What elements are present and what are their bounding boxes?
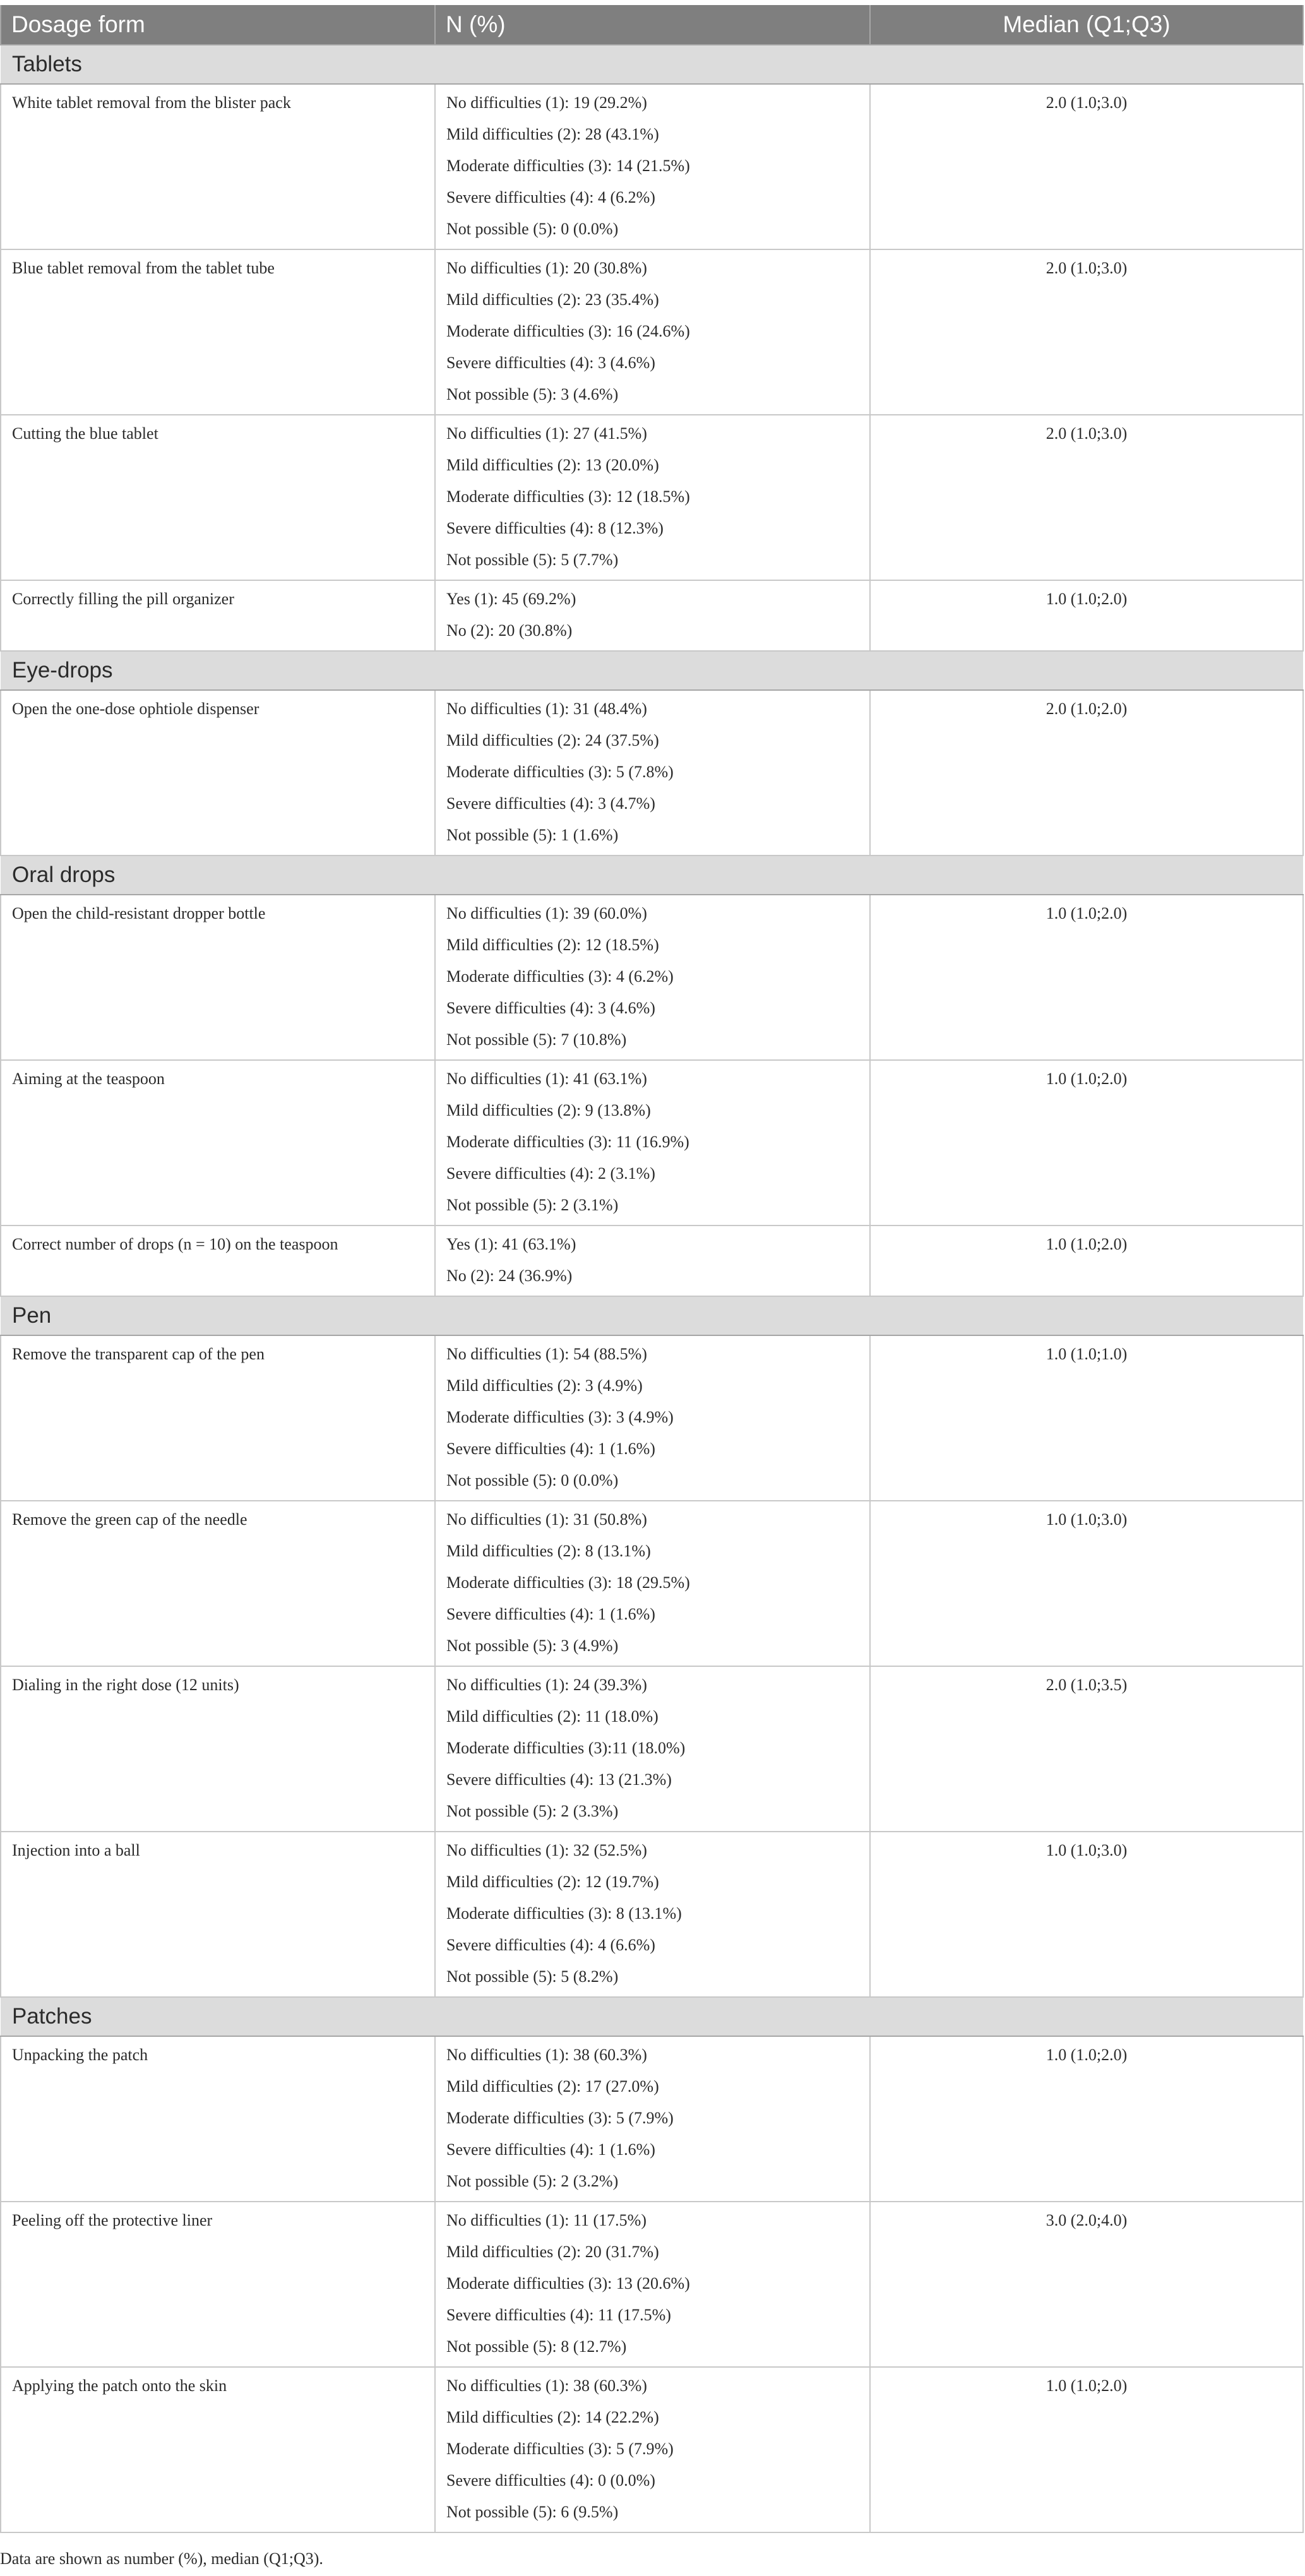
response-line: No difficulties (1): 54 (88.5%)	[446, 1345, 647, 1363]
table-row	[1, 1501, 1303, 1666]
median-cell: 1.0 (1.0;2.0)	[870, 2367, 1303, 2532]
response-line: Moderate difficulties (3): 11 (16.9%)	[446, 1133, 689, 1151]
median-cell: 2.0 (1.0;3.0)	[870, 249, 1303, 415]
median-cell: 2.0 (1.0;3.0)	[870, 84, 1303, 249]
response-line: No difficulties (1): 19 (29.2%)	[446, 93, 647, 112]
response-line: No difficulties (1): 27 (41.5%)	[446, 424, 647, 443]
table-row	[1, 1666, 1303, 1832]
median-cell: 2.0 (1.0;3.5)	[870, 1666, 1303, 1832]
item-cell: Correctly filling the pill organizer	[1, 580, 435, 651]
response-line: Mild difficulties (2): 11 (18.0%)	[446, 1707, 658, 1726]
response-line: Yes (1): 45 (69.2%)	[446, 590, 576, 608]
response-line: Moderate difficulties (3): 12 (18.5%)	[446, 487, 690, 506]
median-cell: 2.0 (1.0;3.0)	[870, 415, 1303, 580]
response-line: Mild difficulties (2): 17 (27.0%)	[446, 2077, 659, 2096]
section-title: Patches	[1, 1997, 1303, 2036]
response-line: No difficulties (1): 38 (60.3%)	[446, 2046, 647, 2064]
section-row	[1, 1997, 1303, 2036]
responses-cell	[435, 1666, 870, 1832]
section-title: Oral drops	[1, 856, 1303, 895]
response-line: Severe difficulties (4): 0 (0.0%)	[446, 2471, 655, 2490]
response-line: Not possible (5): 1 (1.6%)	[446, 826, 619, 844]
table-row	[1, 1335, 1303, 1501]
response-line: Not possible (5): 7 (10.8%)	[446, 1030, 627, 1049]
response-line: No difficulties (1): 39 (60.0%)	[446, 904, 647, 922]
response-line: No difficulties (1): 20 (30.8%)	[446, 259, 647, 277]
response-line: Mild difficulties (2): 23 (35.4%)	[446, 290, 659, 309]
responses-cell	[435, 580, 870, 651]
section-row	[1, 1296, 1303, 1335]
median-cell: 1.0 (1.0;2.0)	[870, 895, 1303, 1060]
response-line: Severe difficulties (4): 13 (21.3%)	[446, 1770, 672, 1789]
response-line: No difficulties (1): 31 (48.4%)	[446, 700, 647, 718]
response-line: Mild difficulties (2): 3 (4.9%)	[446, 1376, 643, 1395]
response-line: Moderate difficulties (3): 5 (7.9%)	[446, 2109, 674, 2127]
response-line: Not possible (5): 5 (8.2%)	[446, 1967, 619, 1986]
header-n-percent: N (%)	[435, 5, 870, 45]
response-line: Not possible (5): 6 (9.5%)	[446, 2503, 619, 2521]
table-header	[1, 5, 1303, 45]
item-cell: Injection into a ball	[1, 1832, 435, 1997]
item-cell: Applying the patch onto the skin	[1, 2367, 435, 2532]
response-line: Severe difficulties (4): 4 (6.2%)	[446, 188, 655, 206]
responses-cell	[435, 249, 870, 415]
response-line: Moderate difficulties (3): 14 (21.5%)	[446, 157, 690, 175]
response-line: Mild difficulties (2): 9 (13.8%)	[446, 1101, 651, 1119]
responses-cell	[435, 1501, 870, 1666]
item-cell: Aiming at the teaspoon	[1, 1060, 435, 1225]
response-line: Mild difficulties (2): 12 (19.7%)	[446, 1873, 659, 1891]
response-line: Severe difficulties (4): 11 (17.5%)	[446, 2306, 671, 2324]
item-cell: Open the one-dose ophtiole dispenser	[1, 690, 435, 856]
item-cell: Open the child-resistant dropper bottle	[1, 895, 435, 1060]
response-line: Severe difficulties (4): 1 (1.6%)	[446, 1605, 655, 1623]
header-dosage-form: Dosage form	[1, 5, 435, 45]
table-row	[1, 580, 1303, 651]
response-line: No (2): 24 (36.9%)	[446, 1267, 573, 1285]
median-cell: 1.0 (1.0;3.0)	[870, 1832, 1303, 1997]
response-line: Severe difficulties (4): 3 (4.6%)	[446, 999, 655, 1017]
table-row	[1, 84, 1303, 249]
response-line: Not possible (5): 2 (3.3%)	[446, 1802, 619, 1820]
response-line: Not possible (5): 2 (3.2%)	[446, 2172, 619, 2190]
responses-cell	[435, 1832, 870, 1997]
responses-cell	[435, 2367, 870, 2532]
item-cell: Unpacking the patch	[1, 2036, 435, 2202]
response-line: Mild difficulties (2): 28 (43.1%)	[446, 125, 659, 143]
response-line: Moderate difficulties (3): 3 (4.9%)	[446, 1408, 674, 1426]
responses-cell	[435, 895, 870, 1060]
table-footnote: Data are shown as number (%), median (Q1;Q3).	[0, 2549, 323, 2568]
response-line: Not possible (5): 3 (4.6%)	[446, 385, 619, 403]
table-row	[1, 895, 1303, 1060]
response-line: Mild difficulties (2): 24 (37.5%)	[446, 731, 659, 749]
response-line: No difficulties (1): 24 (39.3%)	[446, 1676, 647, 1694]
responses-cell	[435, 2202, 870, 2367]
median-cell: 2.0 (1.0;2.0)	[870, 690, 1303, 856]
response-line: Moderate difficulties (3): 4 (6.2%)	[446, 967, 674, 986]
section-title: Tablets	[1, 45, 1303, 84]
response-line: Moderate difficulties (3): 5 (7.8%)	[446, 763, 674, 781]
response-line: Not possible (5): 3 (4.9%)	[446, 1637, 619, 1655]
median-cell: 1.0 (1.0;3.0)	[870, 1501, 1303, 1666]
response-line: No difficulties (1): 38 (60.3%)	[446, 2376, 647, 2395]
response-line: Severe difficulties (4): 2 (3.1%)	[446, 1164, 655, 1183]
item-cell: Remove the transparent cap of the pen	[1, 1335, 435, 1501]
response-line: Not possible (5): 2 (3.1%)	[446, 1196, 619, 1214]
response-line: No difficulties (1): 41 (63.1%)	[446, 1070, 647, 1088]
response-line: Moderate difficulties (3): 13 (20.6%)	[446, 2274, 690, 2293]
response-line: Severe difficulties (4): 3 (4.7%)	[446, 794, 655, 813]
median-cell: 1.0 (1.0;2.0)	[870, 1060, 1303, 1225]
response-line: No difficulties (1): 11 (17.5%)	[446, 2211, 647, 2229]
table-row	[1, 690, 1303, 856]
responses-cell	[435, 1335, 870, 1501]
table-row	[1, 2202, 1303, 2367]
response-line: Moderate difficulties (3): 18 (29.5%)	[446, 1573, 690, 1592]
responses-cell	[435, 415, 870, 580]
table-row	[1, 415, 1303, 580]
median-cell: 1.0 (1.0;2.0)	[870, 580, 1303, 651]
responses-cell	[435, 1060, 870, 1225]
response-line: Moderate difficulties (3): 5 (7.9%)	[446, 2440, 674, 2458]
response-line: Mild difficulties (2): 20 (31.7%)	[446, 2243, 659, 2261]
section-row	[1, 651, 1303, 690]
table-body	[1, 45, 1303, 2532]
table-row	[1, 2036, 1303, 2202]
section-row	[1, 856, 1303, 895]
response-line: Moderate difficulties (3): 8 (13.1%)	[446, 1904, 682, 1923]
response-line: Severe difficulties (4): 4 (6.6%)	[446, 1936, 655, 1954]
item-cell: Cutting the blue tablet	[1, 415, 435, 580]
header-median: Median (Q1;Q3)	[870, 5, 1303, 45]
responses-cell	[435, 690, 870, 856]
table-row	[1, 2367, 1303, 2532]
response-line: Yes (1): 41 (63.1%)	[446, 1235, 576, 1253]
response-line: No difficulties (1): 32 (52.5%)	[446, 1841, 647, 1859]
response-line: Not possible (5): 5 (7.7%)	[446, 551, 619, 569]
item-cell: Correct number of drops (n = 10) on the teaspoon	[1, 1225, 435, 1296]
response-line: Mild difficulties (2): 8 (13.1%)	[446, 1542, 651, 1560]
response-line: Severe difficulties (4): 1 (1.6%)	[446, 1440, 655, 1458]
responses-cell	[435, 84, 870, 249]
response-line: Not possible (5): 0 (0.0%)	[446, 1471, 619, 1489]
header-row	[1, 5, 1303, 45]
item-cell: Blue tablet removal from the tablet tube	[1, 249, 435, 415]
response-line: Moderate difficulties (3): 16 (24.6%)	[446, 322, 690, 340]
table-row	[1, 249, 1303, 415]
response-line: Severe difficulties (4): 3 (4.6%)	[446, 354, 655, 372]
table-row	[1, 1060, 1303, 1225]
response-line: Mild difficulties (2): 14 (22.2%)	[446, 2408, 659, 2426]
response-line: Mild difficulties (2): 13 (20.0%)	[446, 456, 659, 474]
median-cell: 3.0 (2.0;4.0)	[870, 2202, 1303, 2367]
median-cell: 1.0 (1.0;2.0)	[870, 1225, 1303, 1296]
response-line: No (2): 20 (30.8%)	[446, 621, 573, 640]
median-cell: 1.0 (1.0;2.0)	[870, 2036, 1303, 2202]
section-title: Eye-drops	[1, 651, 1303, 690]
response-line: Not possible (5): 8 (12.7%)	[446, 2337, 627, 2356]
response-line: Mild difficulties (2): 12 (18.5%)	[446, 936, 659, 954]
item-cell: Remove the green cap of the needle	[1, 1501, 435, 1666]
item-cell: White tablet removal from the blister pack	[1, 84, 435, 249]
responses-cell	[435, 1225, 870, 1296]
response-line: Moderate difficulties (3):11 (18.0%)	[446, 1739, 686, 1757]
median-cell: 1.0 (1.0;1.0)	[870, 1335, 1303, 1501]
responses-cell	[435, 2036, 870, 2202]
item-cell: Peeling off the protective liner	[1, 2202, 435, 2367]
response-line: Not possible (5): 0 (0.0%)	[446, 220, 619, 238]
item-cell: Dialing in the right dose (12 units)	[1, 1666, 435, 1832]
results-table	[0, 5, 1304, 2533]
table-row	[1, 1225, 1303, 1296]
table-row	[1, 1832, 1303, 1997]
response-line: Severe difficulties (4): 1 (1.6%)	[446, 2140, 655, 2159]
response-line: Severe difficulties (4): 8 (12.3%)	[446, 519, 664, 537]
section-title: Pen	[1, 1296, 1303, 1335]
response-line: No difficulties (1): 31 (50.8%)	[446, 1510, 647, 1529]
section-row	[1, 45, 1303, 84]
